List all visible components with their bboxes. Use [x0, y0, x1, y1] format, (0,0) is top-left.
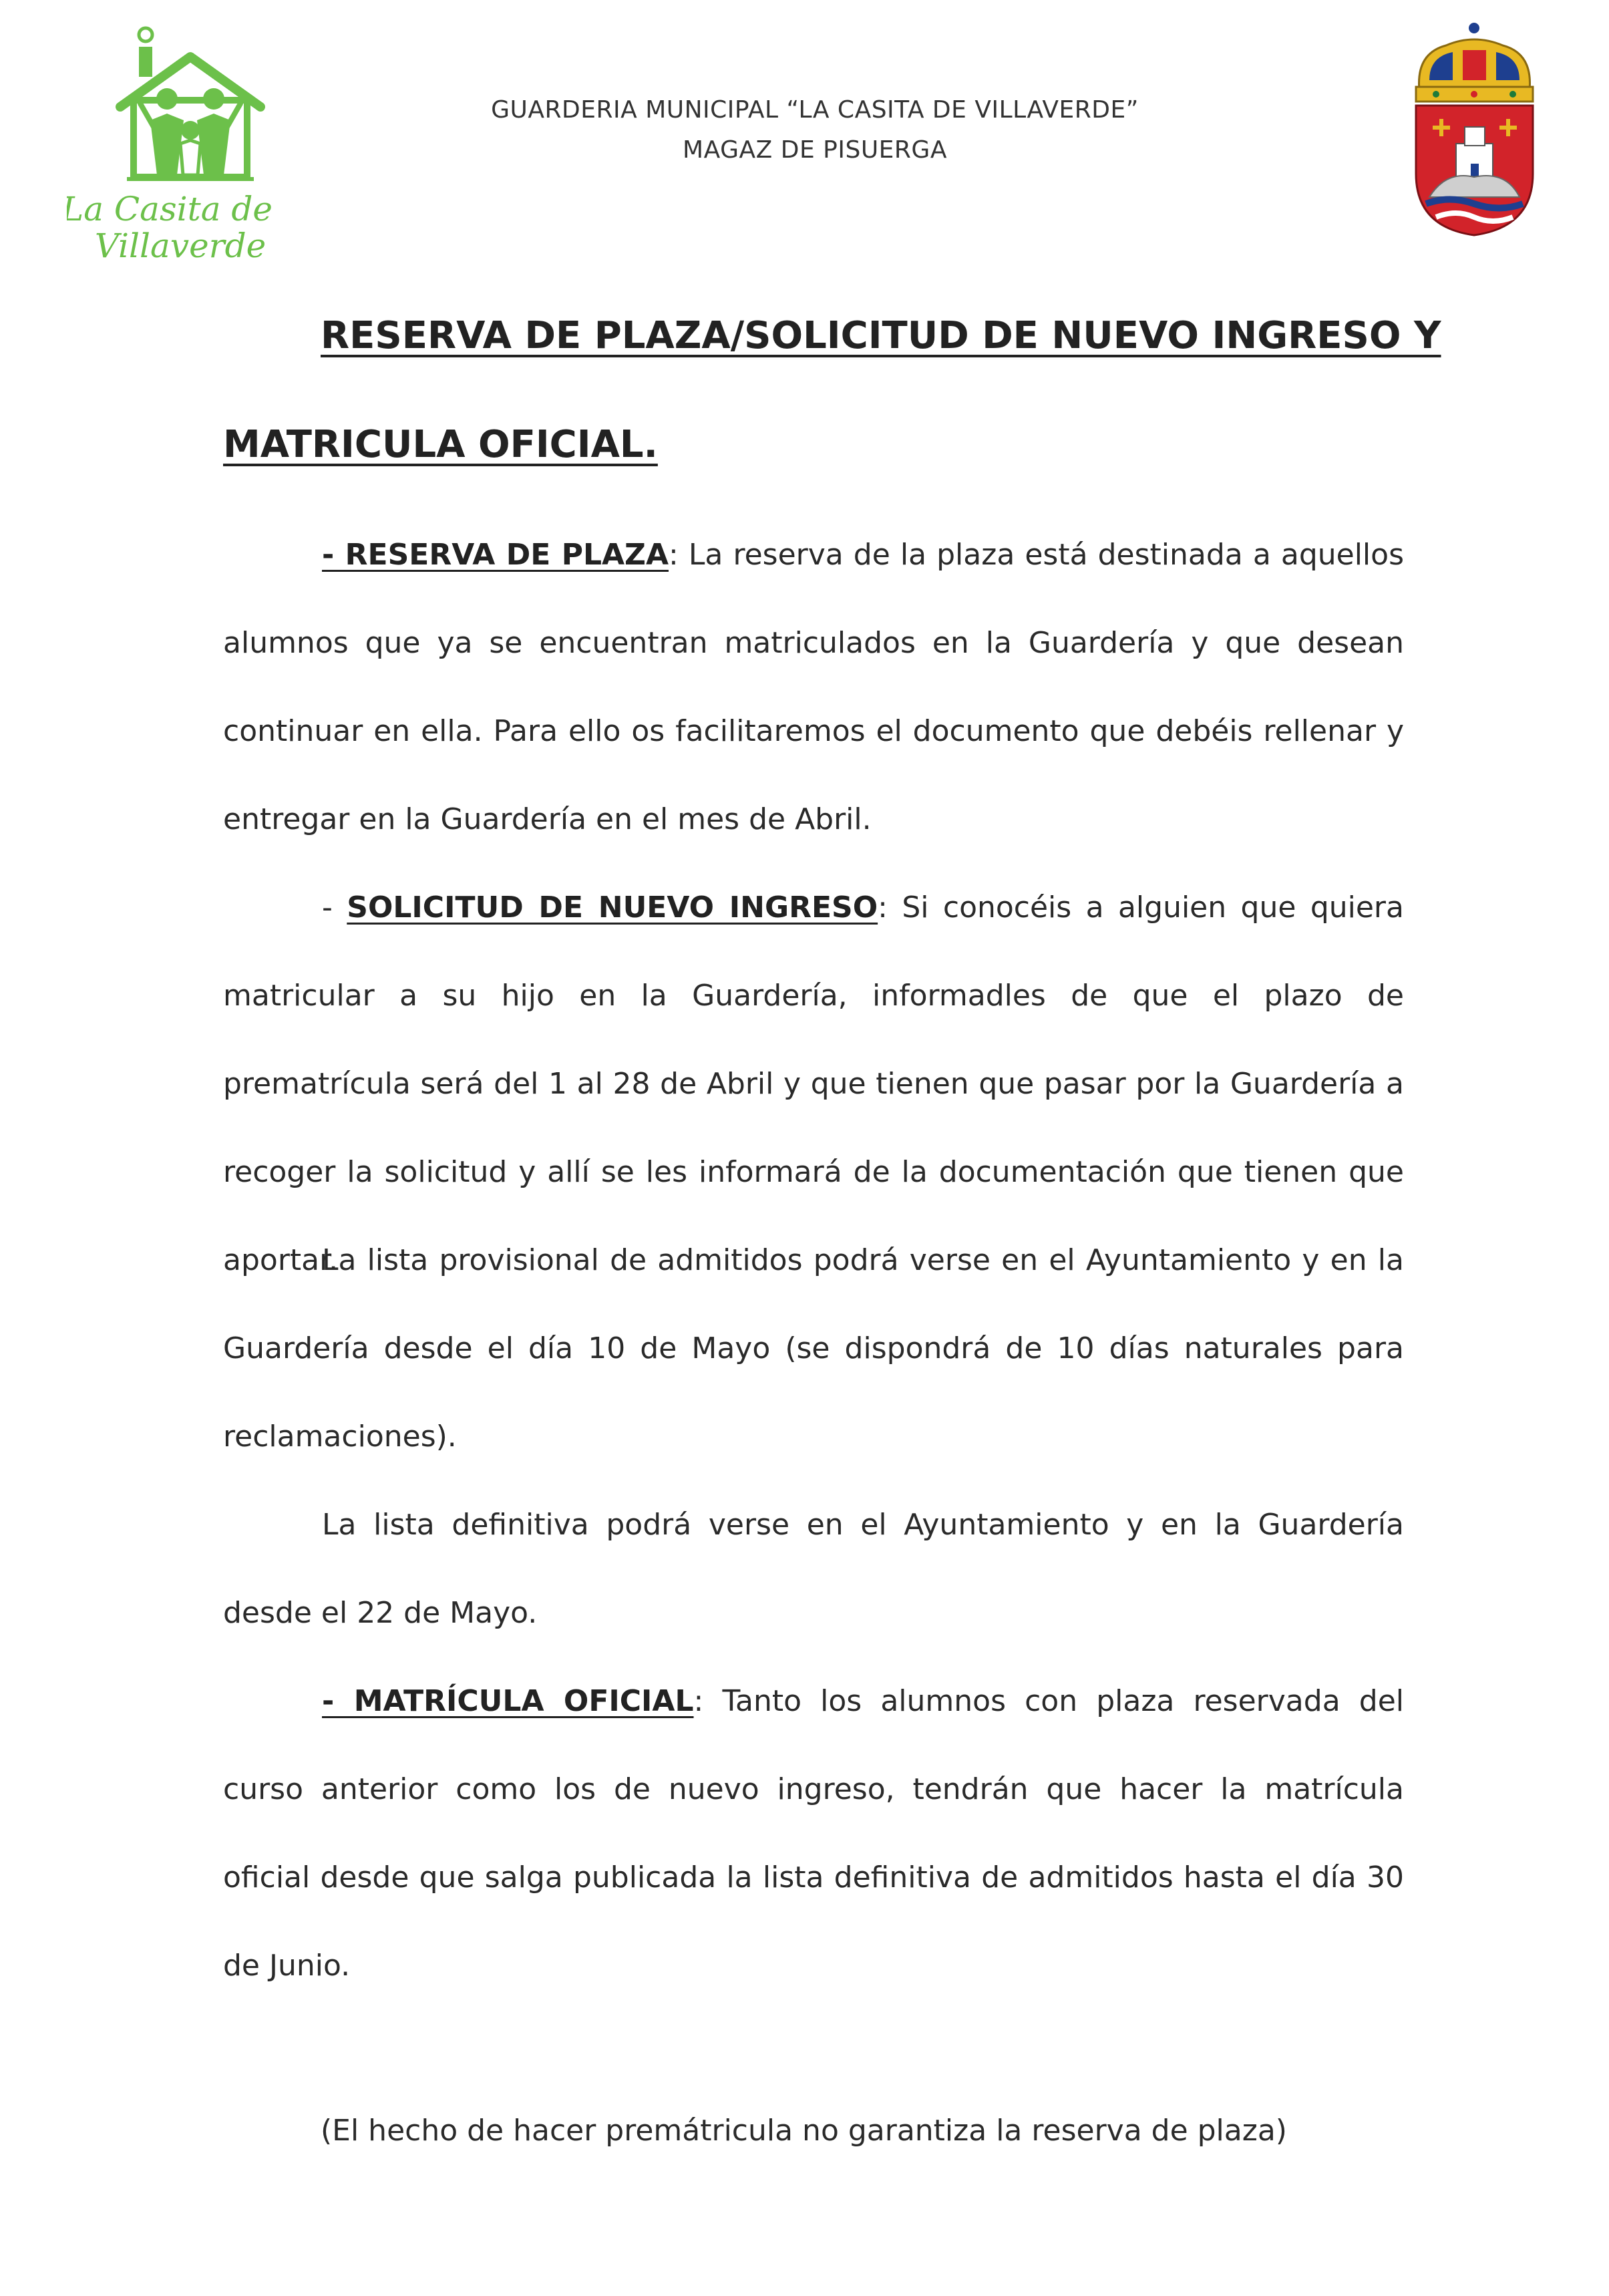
- section-matricula-oficial: [223, 1657, 1404, 2010]
- document-title-line-1: RESERVA DE PLAZA/SOLICITUD DE NUEVO INGRESO Y: [321, 314, 1441, 357]
- section-text-reserva: : La reserva de la plaza está destinada a aquellos alumnos que ya se encuentran matriculados en la Guardería y que desean continuar en ella. Para ello os facilitaremos el documento que debéis rellenar y entregar en la Guardería en el mes de Abril.: [223, 538, 1404, 836]
- header-line-town: MAGAZ DE PISUERGA: [683, 136, 947, 164]
- document-header: [401, 90, 1229, 170]
- footer-note: (El hecho de hacer premátricula no garantiza la reserva de plaza): [321, 2114, 1287, 2148]
- section-text-solicitud: : Si conocéis a alguien que quiera matricular a su hijo en la Guardería, informadles de que el plazo de prematrícula será del 1 al 28 de Abril y que tienen que pasar por la Guardería a recoger la solicitud y allí se les informará de la documentación que tienen que aportar.: [223, 890, 1404, 1277]
- house-logo-icon: [67, 20, 314, 267]
- section-prefix-solicitud: -: [322, 890, 347, 925]
- section-text-matricula: : Tanto los alumnos con plaza reservada del curso anterior como los de nuevo ingreso, tendrán que hacer la matrícula oficial desde que salga publicada la lista definitiva de admitidos hasta el día 30 de Junio.: [223, 1684, 1404, 1983]
- svg-text:Villaverde: Villaverde: [94, 226, 266, 265]
- document-title-line-2: MATRICULA OFICIAL.: [223, 423, 658, 466]
- section-reserva-de-plaza: [223, 511, 1404, 864]
- section-heading-reserva: - RESERVA DE PLAZA: [322, 538, 669, 572]
- nursery-logo: [67, 20, 314, 267]
- header-line-institution: GUARDERIA MUNICIPAL “LA CASITA DE VILLAVERDE”: [491, 96, 1139, 124]
- paragraph-lista-provisional: La lista provisional de admitidos podrá verse en el Ayuntamiento y en la Guardería desde el día 10 de Mayo (se dispondrá de 10 días naturales para reclamaciones).: [223, 1243, 1404, 1454]
- paragraph-lista-definitiva: La lista definitiva podrá verse en el Ayuntamiento y en la Guardería desde el 22 de Mayo.: [223, 1508, 1404, 1630]
- section-heading-solicitud: SOLICITUD DE NUEVO INGRESO: [347, 890, 878, 925]
- svg-text:La Casita de: La Casita de: [67, 190, 273, 228]
- coat-of-arms-icon: [1406, 20, 1543, 240]
- section-heading-matricula: - MATRÍCULA OFICIAL: [322, 1684, 694, 1718]
- municipal-coat-of-arms: [1406, 20, 1543, 240]
